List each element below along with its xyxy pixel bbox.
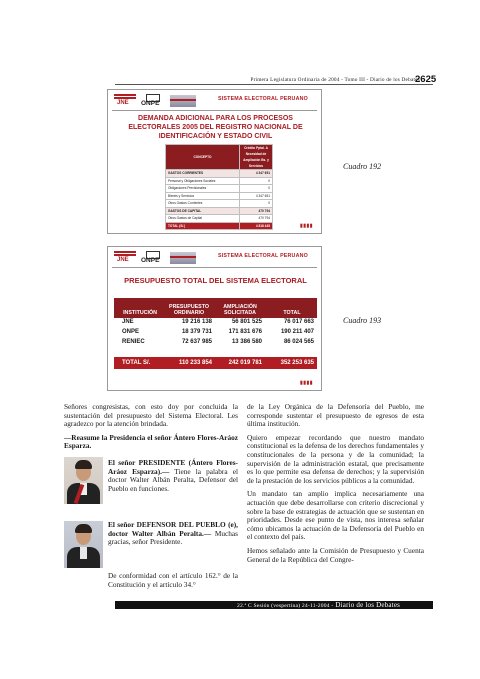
institucion-cell: JNE [122,319,134,325]
table-row [166,177,273,185]
jne-logo: JNE [114,94,136,108]
footer-text [237,601,400,610]
total-label: TOTAL S/. [122,360,151,366]
table-row [114,328,317,338]
monto-cell: 4 818 445 [240,222,273,230]
table-row [114,338,317,348]
monto-cell: 0 [240,177,273,185]
onpe-logo: ONPE [140,94,166,108]
speaker-name: El señor PRESIDENTE (Ántero Flores-Aráoz Esparza).— [108,458,238,476]
total-cell: 190 211 407 [280,329,314,335]
paragraph: Hemos señalado ante la Comisión de Presupuesto y Cuenta General de la República del Congre- [247,545,424,564]
reniec-logo [170,95,196,107]
header-rule [115,84,433,85]
concepto-cell: Otros Gastos de Capital [166,215,240,223]
slide-title: PRESUPUESTO TOTAL DEL SISTEMA ELECTORAL [124,276,307,285]
column-header: Crédito Pptal. A Necesidad de Ampliación Bs. y Servicios [240,145,273,170]
left-column [64,403,238,456]
institucion-cell: RENIEC [122,339,145,345]
column-header: TOTAL [283,310,301,316]
concepto-cell: Obligaciones Previsionales [166,185,240,193]
total-ordinario: 110 233 854 [178,360,212,366]
ampliacion-cell: 56 801 525 [231,319,262,325]
jne-logo: JNE [114,251,136,265]
ordinario-cell: 19 216 138 [181,319,212,325]
slide-marks: ▮▮▮▮ [299,223,313,229]
paragraph: Señores congresistas, con esto doy por concluida la sustentación del presupuesto del Sistema Electoral. Les agradezco por la atención brindada. [64,402,238,429]
slide-title: DEMANDA ADICIONAL PARA LOS PROCESOS ELECTORALES 2005 DEL REGISTRO NACIONAL DE IDENTIFICACIÓN Y ESTADO CIVIL [128,115,303,140]
monto-cell: 470 794 [240,215,273,223]
president-intervention [108,459,238,493]
onpe-logo: ONPE [140,251,166,265]
page-number: 2625 [415,74,437,85]
concepto-cell: GASTOS CORRIENTES [166,170,240,178]
table-row [114,318,317,328]
concepto-cell: TOTAL (S/.) [166,222,240,230]
reniec-logo [170,252,196,264]
table-row [166,222,273,230]
column-header: AMPLIACIÓN SOLICITADA [223,304,257,316]
institution-logos [114,93,200,109]
total-ampliacion: 242 019 781 [228,360,262,366]
monto-cell: 0 [240,185,273,193]
institucion-cell: ONPE [122,329,140,335]
concepto-cell: Bienes y Servicios [166,192,240,200]
concepto-cell: Personal y Obligaciones Sociales [166,177,240,185]
table-row [166,185,273,193]
defensor-intervention [108,521,238,547]
column-header: INSTITUCIÓN [123,310,157,316]
defensor-portrait [64,521,103,568]
table-row [166,207,273,215]
monto-cell: 470 794 [240,207,273,215]
demanda-table [165,144,273,230]
ampliacion-cell: 13 386 580 [231,339,262,345]
ampliacion-cell: 171 831 676 [228,329,262,335]
president-portrait [64,457,103,504]
speech-text: Muchas gracias, señor Presidente. [108,528,238,547]
cuadro-caption: Cuadro 192 [343,162,382,171]
footer-session: 22.ª C Sesión (vespertina) 24-11-2004 - [237,603,334,609]
right-column [247,403,424,569]
table-row [166,192,273,200]
monto-cell: 0 [240,200,273,208]
slide-divider [112,267,317,268]
column-header: PRESUPUESTO ORDINARIO [169,304,209,316]
running-header: Primera Legislatura Ordinaria de 2004 - Tomo III - Diario de los Debates [250,77,420,83]
monto-cell: 4 347 651 [240,170,273,178]
cuadro-caption: Cuadro 193 [343,316,382,325]
paragraph: de la Ley Orgánica de la Defensoría del Pueblo, me corresponde sustentar el presupuesto de egresos de esta última institución. [247,402,424,429]
paragraph: De conformidad con el artículo 162.° de la Constitución y el artículo 34.° [108,571,238,589]
slide-divider [112,110,317,111]
system-title: SISTEMA ELECTORAL PERUANO [218,96,308,102]
paragraph: Un mandato tan amplio implica necesariamente una actuación que debe desarrollarse con criterio discrecional y sobre la base de estrategias de actuación que se sustentan en prioridades. Desde ese punto de vista, nos interesa señalar cómo ubicamos la actuación de la Defensoría del Pueblo en el contexto del país. [247,489,424,542]
total-row [114,357,317,369]
system-title: SISTEMA ELECTORAL PERUANO [218,253,308,259]
slide-presupuesto-total [107,246,322,391]
total-cell: 86 024 565 [283,339,314,345]
speech-text: Tiene la palabra el doctor Walter Albán Peralta, Defensor del Pueblo en funciones. [108,466,238,493]
institution-logos [114,250,200,266]
table-body [114,318,317,348]
concepto-cell: Otros Gastos Corrientes [166,200,240,208]
concepto-cell: GASTOS DE CAPITAL [166,207,240,215]
monto-cell: 4 347 651 [240,192,273,200]
total-total: 352 253 635 [280,360,314,366]
ordinario-cell: 18 379 731 [181,329,212,335]
column-header: CONCEPTO [166,145,240,170]
table-header [114,298,317,318]
footer-journal: Diario de los Debates [333,601,401,609]
slide-demanda-adicional [107,89,322,234]
paragraph: Quiero empezar recordando que nuestro mandato constitucional es la defensa de los derechos fundamentales y constitucionales de la persona y de la comunidad; la supervisión de la administración estatal, que precisamente es lo que permite esa defensa de derechos; y la supervisión de la prestación de los servicios públicos a la comunidad. [247,432,424,485]
table-row [166,170,273,178]
table-row [166,215,273,223]
total-cell: 76 017 663 [283,319,314,325]
stage-direction: —Reasume la Presidencia el señor Ántero Flores-Aráoz Esparza. [64,432,238,451]
ordinario-cell: 72 637 985 [181,339,212,345]
slide-marks: ▮▮▮▮ [299,380,313,386]
speaker-name: El señor DEFENSOR DEL PUEBLO (e), doctor Walter Albán Peralta.— [108,520,238,538]
table-row [166,200,273,208]
